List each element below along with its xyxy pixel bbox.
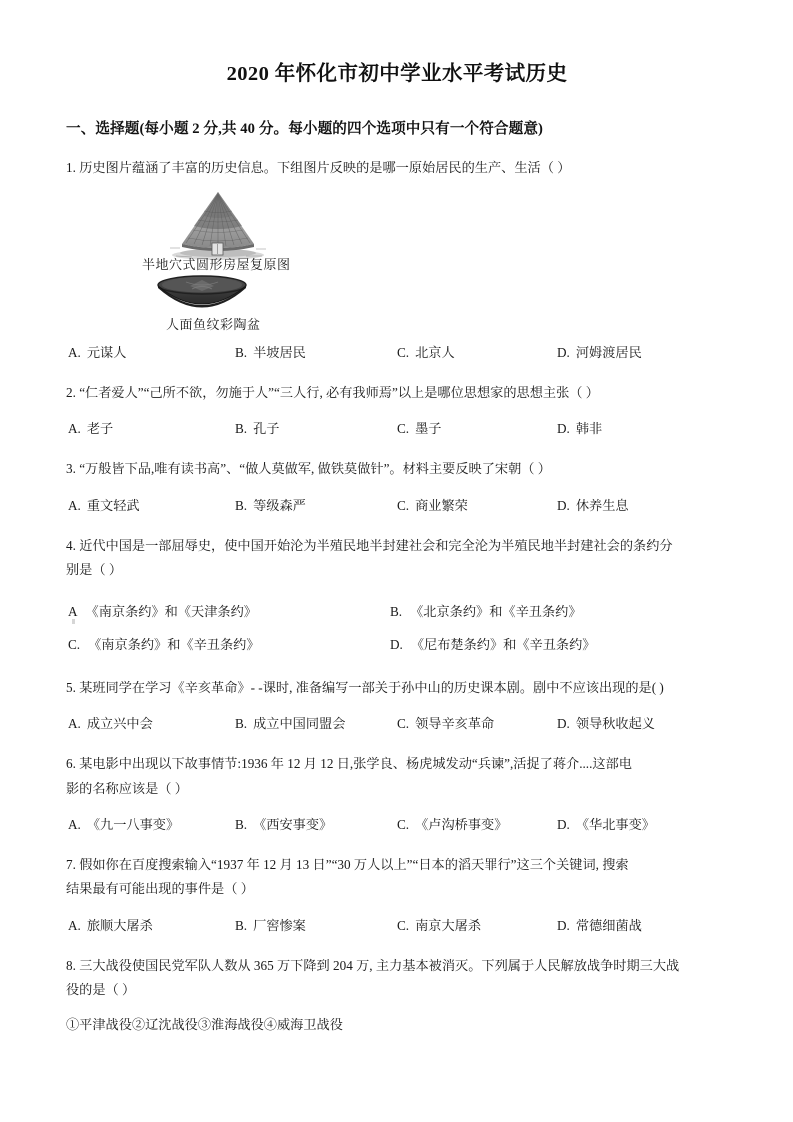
scan-artifact-mark xyxy=(72,619,75,624)
question-1-text: 历史图片蕴涵了丰富的历史信息。下组图片反映的是哪一原始居民的生产、生活（ ） xyxy=(79,159,571,175)
question-5-text: 某班同学在学习《辛亥革命》- -课时, 准备编写一部关于孙中山的历史课本剧。剧中不应该出现的是( ) xyxy=(79,679,664,695)
question-1-option-b[interactable]: B. 半坡居民 xyxy=(235,345,306,360)
question-1-stem xyxy=(66,156,728,180)
question-1-option-d[interactable]: D. 河姆渡居民 xyxy=(557,345,642,360)
question-4-options xyxy=(66,595,728,661)
question-7-option-a[interactable]: A. 旅顺大屠杀 xyxy=(68,917,153,933)
question-2-number: 2. xyxy=(66,385,76,400)
figure-2-block xyxy=(66,272,728,332)
question-3-stem xyxy=(66,457,728,481)
question-7-stem-line-2: 结果最有可能出现的事件是（ ） xyxy=(66,881,254,897)
figure-2-caption: 人面鱼纹彩陶盆 xyxy=(166,317,261,332)
question-2-stem xyxy=(66,381,728,405)
section-heading-multiple-choice: 一、选择题(每小题 2 分,共 40 分。每小题的四个选项中只有一个符合题意) xyxy=(66,120,543,137)
question-3 xyxy=(66,457,728,518)
question-4-option-c[interactable]: C. 《南京条约》和《辛丑条约》 xyxy=(68,636,260,652)
question-1 xyxy=(66,156,728,366)
question-3-text: “万般皆下品,唯有读书高”、“做人莫做军, 做铁莫做针”。材料主要反映了宋朝（ ） xyxy=(79,461,551,477)
question-2-option-a[interactable]: A. 老子 xyxy=(68,421,114,437)
question-5-option-c[interactable]: C. 领导辛亥革命 xyxy=(397,716,495,732)
question-7-stem-line-1 xyxy=(66,853,728,877)
question-3-option-a[interactable]: A. 重文轻武 xyxy=(68,497,140,513)
question-3-option-d[interactable]: D. 休养生息 xyxy=(557,497,629,513)
question-7-number: 7. xyxy=(66,856,76,872)
question-5-stem xyxy=(66,676,728,700)
question-6-stem-line-2: 影的名称应该是（ ） xyxy=(66,780,188,796)
question-4-text-1: 近代中国是一部屈辱史，使中国开始沦为半殖民地半封建社会和完全沦为半殖民地半封建社会的条约分 xyxy=(79,537,673,553)
question-6-option-d[interactable]: D. 《华北事变》 xyxy=(557,816,655,832)
question-1-number: 1. xyxy=(66,159,76,175)
question-4-options-row-2 xyxy=(66,628,728,661)
question-4-stem-line-2: 别是（ ） xyxy=(66,562,123,578)
question-1-options xyxy=(66,340,728,366)
question-5-option-a[interactable]: A. 成立兴中会 xyxy=(68,716,153,732)
question-2-text: “仁者爱人”“己所不欲，勿施于人”“三人行, 必有我师焉”以上是哪位思想家的思想主张（ ） xyxy=(79,385,599,400)
question-7-option-c[interactable]: C. 南京大屠杀 xyxy=(397,917,482,933)
question-7 xyxy=(66,853,728,939)
question-3-options xyxy=(66,493,728,519)
question-1-option-a[interactable]: A. 元谋人 xyxy=(68,345,127,360)
question-5 xyxy=(66,676,728,737)
question-4-options-row-1 xyxy=(66,595,728,628)
question-8-stem-line-1 xyxy=(66,954,728,978)
question-6-option-a[interactable]: A. 《九一八事变》 xyxy=(68,816,180,832)
question-8-text-1: 三大战役使国民党军队人数从 365 万下降到 204 万, 主力基本被消灭。下列属于人民解放战争时期三大战 xyxy=(79,957,680,973)
question-2-option-d[interactable]: D. 韩非 xyxy=(557,421,603,437)
question-7-option-b[interactable]: B. 厂窖惨案 xyxy=(235,917,306,933)
question-2-option-b[interactable]: B. 孔子 xyxy=(235,421,280,437)
question-6-number: 6. xyxy=(66,756,76,772)
question-1-figures xyxy=(66,186,728,332)
question-1-option-c[interactable]: C. 北京人 xyxy=(397,345,455,360)
question-2 xyxy=(66,381,728,442)
question-3-number: 3. xyxy=(66,461,76,477)
question-5-option-b[interactable]: B. 成立中国同盟会 xyxy=(235,716,346,732)
question-3-option-c[interactable]: C. 商业繁荣 xyxy=(397,497,468,513)
question-8-number: 8. xyxy=(66,957,76,973)
question-4-option-b[interactable]: B. 《北京条约》和《辛丑条约》 xyxy=(390,603,582,619)
figure-1-block xyxy=(66,186,728,272)
question-7-option-d[interactable]: D. 常德细菌战 xyxy=(557,917,642,933)
question-6-text-1: 某电影中出现以下故事情节:1936 年 12 月 12 日,张学良、杨虎城发动“兵谏”,活捉了蒋介....这部电 xyxy=(79,756,632,772)
question-2-options xyxy=(66,416,728,442)
page-title: 2020 年怀化市初中学业水平考试历史 xyxy=(226,63,568,85)
question-7-text-1: 假如你在百度搜索输入“1937 年 12 月 13 日”“30 万人以上”“日本的滔天罪行”这三个关键词, 搜索 xyxy=(79,856,629,872)
question-5-option-d[interactable]: D. 领导秋收起义 xyxy=(557,716,655,732)
question-4 xyxy=(66,534,728,661)
question-4-option-a[interactable]: A 《南京条约》和《天津条约》 xyxy=(68,603,257,619)
question-7-options xyxy=(66,913,728,939)
question-4-stem-line-1 xyxy=(66,534,728,558)
question-6-stem-line-1 xyxy=(66,752,728,776)
question-6-option-c[interactable]: C. 《卢沟桥事变》 xyxy=(397,816,508,832)
question-8 xyxy=(66,954,728,1037)
question-5-options xyxy=(66,711,728,737)
question-8-numbered-items: ①平津战役②辽沈战役③淮海战役④威海卫战役 xyxy=(66,1016,343,1032)
question-4-option-d[interactable]: D. 《尼布楚条约》和《辛丑条约》 xyxy=(390,636,596,652)
question-6-options xyxy=(66,812,728,838)
page-content xyxy=(66,0,728,1037)
question-8-stem-line-2: 役的是（ ） xyxy=(66,982,136,998)
question-2-option-c[interactable]: C. 墨子 xyxy=(397,421,442,437)
figure-1-caption: 半地穴式圆形房屋复原图 xyxy=(142,257,291,272)
question-3-option-b[interactable]: B. 等级森严 xyxy=(235,497,306,513)
question-6 xyxy=(66,752,728,838)
question-6-option-b[interactable]: B. 《西安事变》 xyxy=(235,816,333,832)
question-5-number: 5. xyxy=(66,679,76,695)
question-4-number: 4. xyxy=(66,537,76,553)
